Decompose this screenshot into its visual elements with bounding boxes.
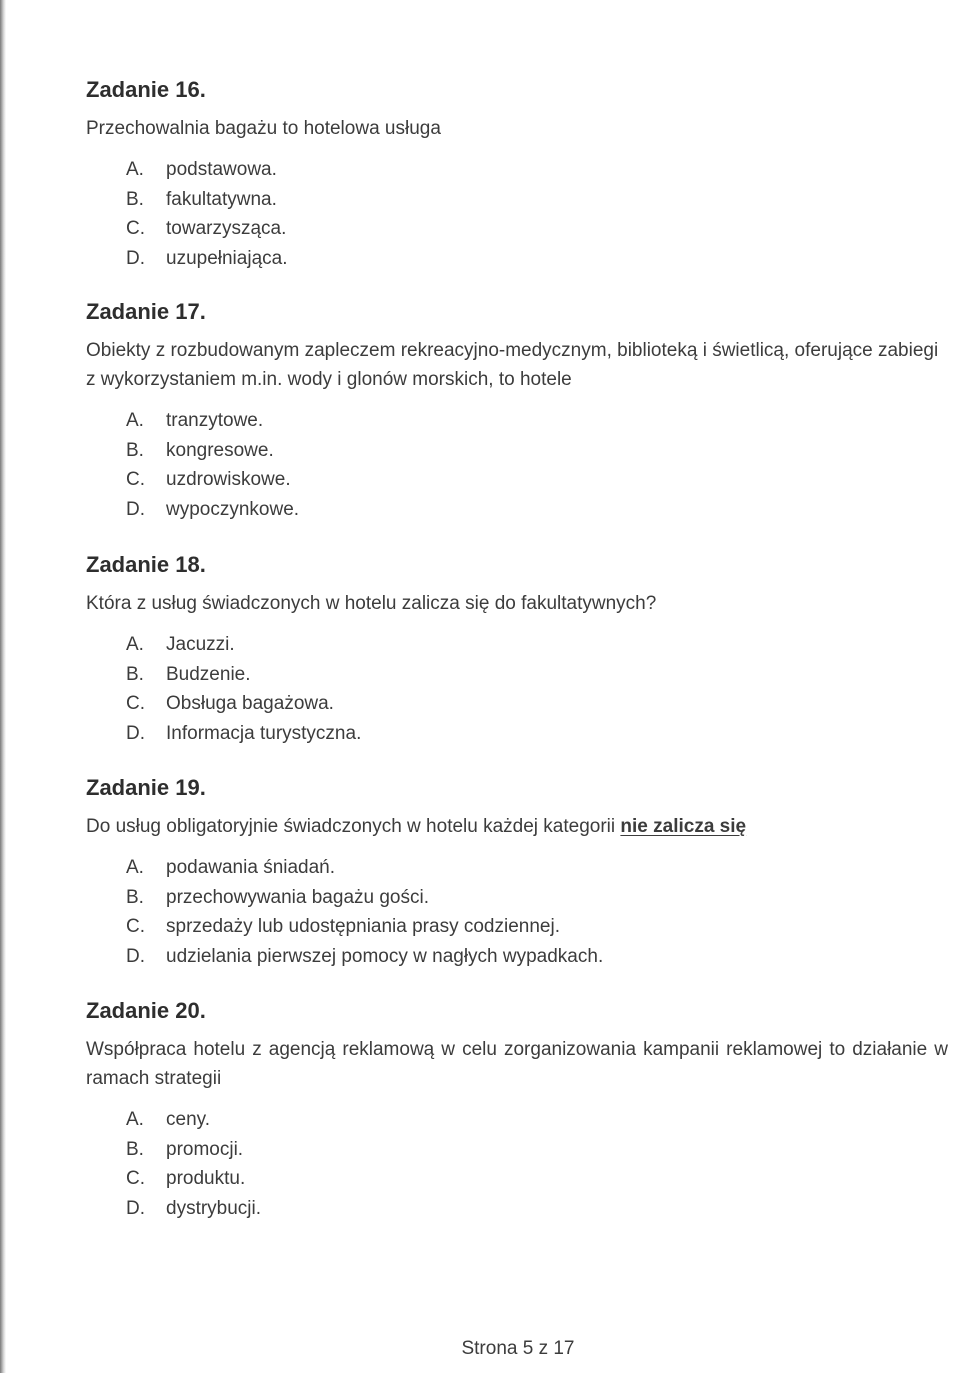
answer-option-a [126, 1105, 948, 1135]
answer-option-d [126, 244, 948, 274]
answer-option-a [126, 155, 948, 185]
option-text: udzielania pierwszej pomocy w nagłych wypadkach. [166, 945, 604, 967]
task-20 [86, 997, 948, 1223]
answer-option-a [126, 406, 948, 436]
answer-options [86, 155, 948, 273]
answer-options [86, 1105, 948, 1223]
option-text: przechowywania bagażu gości. [166, 886, 429, 908]
answer-option-b [126, 660, 948, 690]
scan-edge-shadow [0, 0, 6, 1373]
option-letter: C. [126, 218, 145, 239]
task-16 [86, 76, 948, 273]
answer-option-c [126, 689, 948, 719]
option-letter: B. [126, 663, 144, 685]
option-letter: A. [126, 857, 144, 878]
option-letter: D. [126, 945, 145, 967]
option-text: ceny. [166, 1109, 211, 1130]
answer-option-c [126, 465, 948, 495]
answer-option-c [126, 1164, 948, 1194]
answer-option-d [126, 495, 948, 525]
answer-option-b [126, 185, 948, 215]
answer-option-a [126, 853, 948, 883]
option-text: Obsługa bagażowa. [166, 693, 334, 714]
task-title: Zadanie 17. [86, 299, 206, 324]
answer-option-c [126, 912, 948, 942]
task-question: Która z usług świadczonych w hotelu zalicza się do fakultatywnych? [86, 593, 657, 614]
page-number: Strona 5 z 17 [461, 1338, 575, 1359]
option-letter: C. [126, 1168, 145, 1189]
task-question-text: Do usług obligatoryjnie świadczonych w hotelu każdej kategorii [86, 816, 616, 837]
option-letter: A. [126, 159, 144, 180]
task-17 [86, 298, 948, 524]
task-title: Zadanie 20. [86, 998, 206, 1023]
answer-options [86, 406, 948, 524]
task-title: Zadanie 18. [86, 552, 206, 577]
option-text: kongresowe. [166, 439, 274, 461]
option-text: Budzenie. [166, 663, 251, 685]
task-19 [86, 774, 948, 971]
answer-option-d [126, 1194, 948, 1224]
answer-option-b [126, 436, 948, 466]
option-text: uzdrowiskowe. [166, 469, 291, 490]
answer-option-d [126, 942, 948, 972]
option-letter: C. [126, 916, 145, 937]
option-text: fakultatywna. [166, 188, 277, 210]
option-text: uzupełniająca. [166, 247, 288, 269]
answer-option-b [126, 1135, 948, 1165]
answer-options [86, 853, 948, 971]
option-letter: B. [126, 188, 144, 210]
option-text: promocji. [166, 1138, 244, 1160]
option-letter: D. [126, 722, 145, 744]
task-title: Zadanie 16. [86, 77, 206, 102]
option-letter: A. [126, 410, 144, 431]
task-title: Zadanie 19. [86, 775, 206, 800]
task-question: Przechowalnia bagażu to hotelowa usługa [86, 118, 441, 139]
option-text: podstawowa. [166, 159, 277, 180]
option-letter: C. [126, 469, 145, 490]
answer-option-c [126, 214, 948, 244]
answer-option-b [126, 883, 948, 913]
option-text: dystrybucji. [166, 1197, 262, 1219]
option-letter: B. [126, 886, 144, 908]
question-emphasis: nie zalicza się [620, 816, 747, 837]
option-letter: D. [126, 498, 145, 520]
option-text: Informacja turystyczna. [166, 722, 362, 744]
option-text: wypoczynkowe. [166, 498, 300, 520]
option-letter: B. [126, 439, 144, 461]
answer-options [86, 630, 948, 748]
option-letter: A. [126, 1109, 144, 1130]
answer-option-a [126, 630, 948, 660]
task-question: Obiekty z rozbudowanym zapleczem rekreacyjno-medycznym, biblioteką i świetlicą, oferujące zabiegi z wykorzystaniem m.in. wody i glonów morskich, to hotele [86, 340, 939, 390]
task-question: Współpraca hotelu z agencją reklamową w celu zorganizowania kampanii reklamowej to działanie w ramach strategii [86, 1039, 948, 1089]
option-letter: D. [126, 247, 145, 269]
option-text: Jacuzzi. [166, 634, 235, 655]
option-letter: A. [126, 634, 144, 655]
answer-option-d [126, 719, 948, 749]
option-letter: B. [126, 1138, 144, 1160]
task-question [86, 812, 948, 841]
option-text: sprzedaży lub udostępniania prasy codziennej. [166, 916, 560, 937]
option-text: produktu. [166, 1168, 246, 1189]
option-text: tranzytowe. [166, 410, 264, 431]
option-text: podawania śniadań. [166, 857, 336, 878]
option-text: towarzysząca. [166, 218, 287, 239]
option-letter: C. [126, 693, 145, 714]
option-letter: D. [126, 1197, 145, 1219]
task-18 [86, 551, 948, 748]
